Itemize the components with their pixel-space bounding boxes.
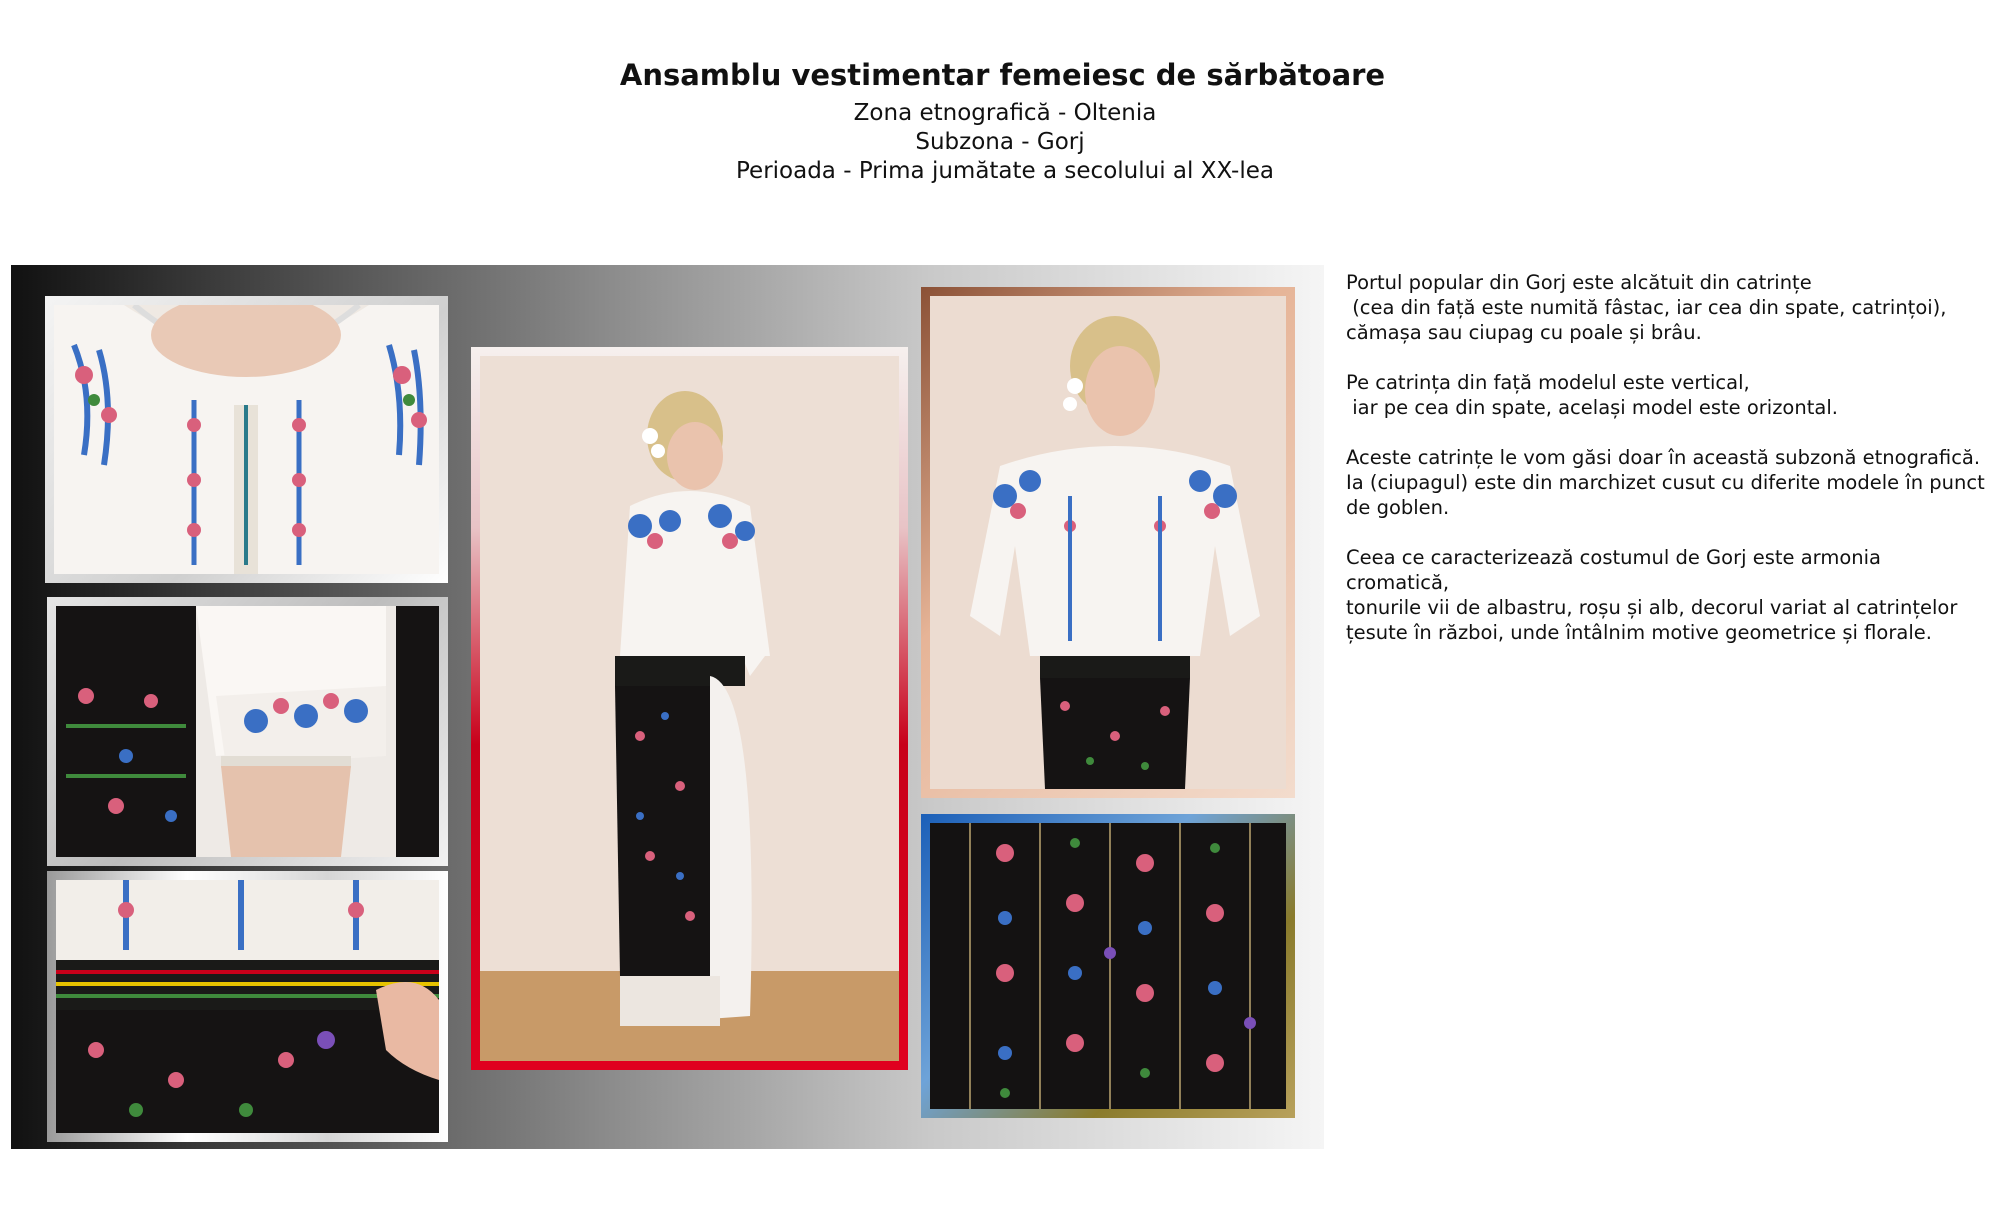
zone-label: Zona etnografică - Oltenia xyxy=(853,100,1157,126)
photo-full-costume-side xyxy=(471,347,908,1070)
apron-detail-illustration xyxy=(930,823,1286,1109)
full-costume-side-illustration xyxy=(480,356,899,1061)
belt-closeup-illustration xyxy=(56,880,439,1133)
description-text xyxy=(1346,270,1986,670)
photo-sleeve-apron xyxy=(47,597,448,866)
description-paragraph-4: Ceea ce caracterizează costumul de Gorj este armonia cromatică, tonurile vii de albastru, roșu și alb, decorul variat al catrințelor țesute în război, unde întâlnim motive geometrice și florale. xyxy=(1346,546,1958,644)
page-title: Ansamblu vestimentar femeiesc de sărbătoare xyxy=(619,58,1386,92)
subzone-label: Subzona - Gorj xyxy=(915,129,1085,155)
photo-apron-detail xyxy=(921,814,1295,1118)
blouse-closeup-illustration xyxy=(54,305,439,574)
sleeve-apron-illustration xyxy=(56,606,439,857)
description-paragraph-2: Pe catrința din față modelul este vertical, iar pe cea din spate, același model este orizontal. xyxy=(1346,371,1838,419)
header xyxy=(0,55,2000,186)
description-paragraph-1: Portul popular din Gorj este alcătuit din catrințe (cea din față este numită fâstac, iar cea din spate, catrințoi), cămașa sau ciupag cu poale și brâu. xyxy=(1346,271,1947,344)
photo-belt-closeup xyxy=(47,871,448,1142)
photo-front-view xyxy=(921,287,1295,798)
front-view-illustration xyxy=(930,296,1286,789)
period-label: Perioada - Prima jumătate a secolului al XX-lea xyxy=(736,158,1274,184)
description-paragraph-3: Aceste catrințe le vom găsi doar în această subzonă etnografică. Ia (ciupagul) este din marchizet cusut cu diferite modele în punct de goblen. xyxy=(1346,446,1985,519)
photo-blouse-closeup xyxy=(45,296,448,583)
photo-collage xyxy=(11,265,1324,1149)
